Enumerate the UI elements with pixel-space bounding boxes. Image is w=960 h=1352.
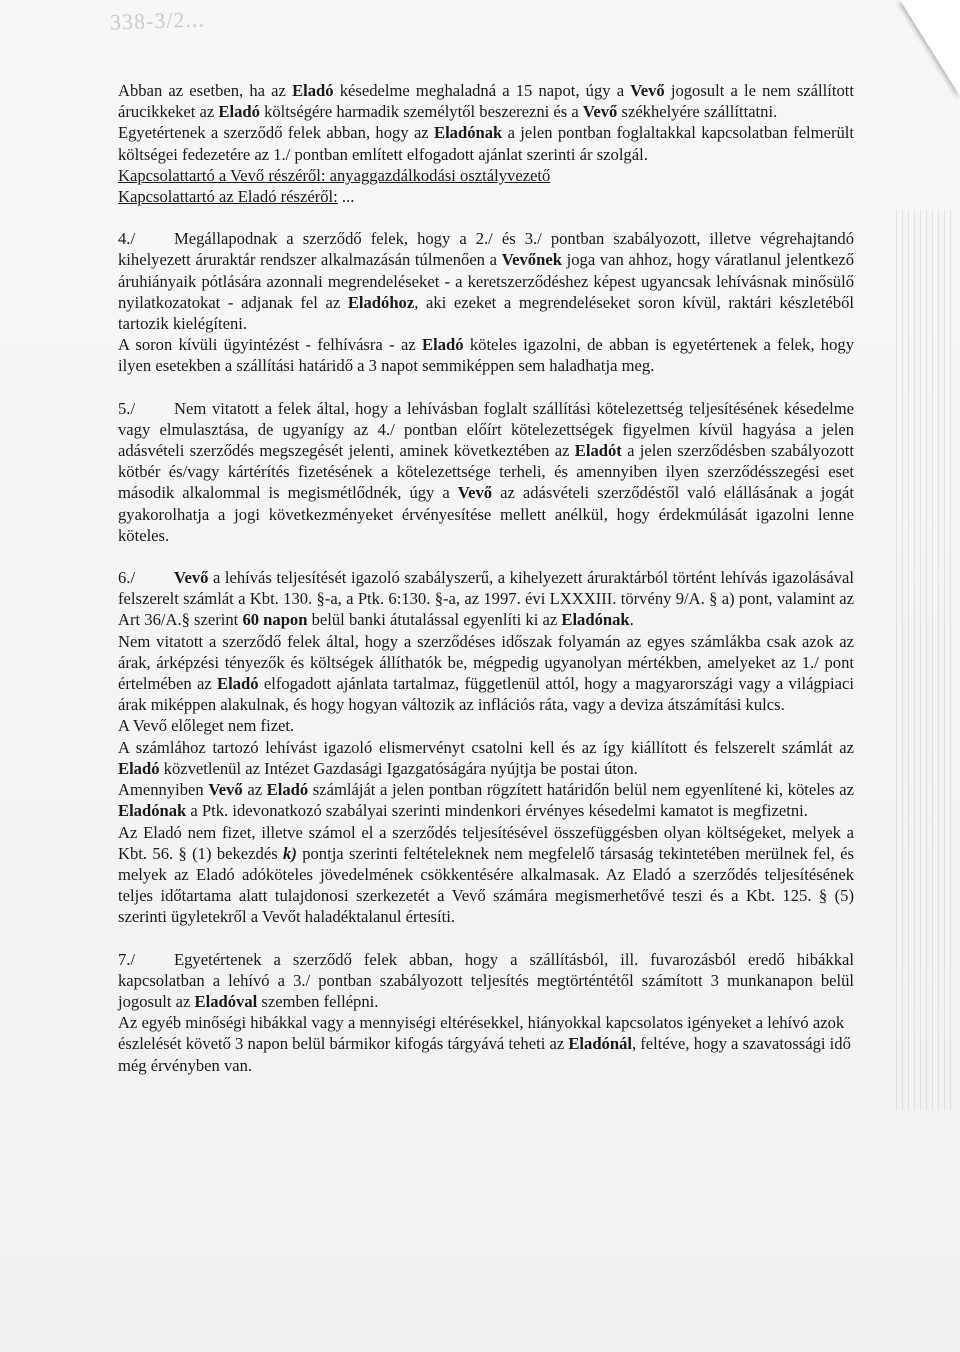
text-run: Amennyiben: [118, 780, 209, 800]
text-run: Kapcsolattartó az Eladó részéről:: [118, 187, 338, 207]
header-scribble: 338-3/2...: [109, 6, 206, 35]
section-number: 5./: [118, 398, 136, 418]
paragraph-gap: [118, 207, 854, 228]
text-run: költségére harmadik személytől beszerezni és a: [259, 102, 583, 122]
text-run: , feltéve, hogy a szavatossági idő még érvényben van.: [118, 1034, 851, 1075]
contract-text: [118, 80, 854, 1076]
emphasis-text: 60 napon: [242, 610, 308, 630]
emphasis-text: Vevőnek: [501, 250, 562, 270]
text-run: jogosult a le nem szállított árucikkeket az: [118, 81, 855, 122]
emphasis-text: Eladónak: [561, 610, 630, 630]
paragraph-gap: [118, 928, 854, 949]
paragraph-p1: [118, 80, 854, 122]
paragraph-p12: [118, 779, 854, 821]
text-run: a jelen pontban foglaltakkal kapcsolatban felmerült költségei fedezetére az 1./ pontban említett elfogadott ajánlat szerinti ár szolgál.: [118, 123, 854, 164]
emphasis-text: Vevő: [630, 81, 665, 100]
section-number: 6./: [118, 568, 136, 588]
paragraph-p13: [118, 822, 854, 928]
text-run: köteles igazolni, de abban is egyetértenek a felek, hogy ilyen esetekben a szállítási határidő a 3 napot semmiképpen sem haladhatja meg.: [118, 335, 854, 376]
paragraph-p4: [118, 186, 854, 207]
section-number: 7./: [118, 949, 136, 969]
emphasis-text: Eladónál: [568, 1034, 632, 1054]
paragraph-gap: [118, 377, 854, 398]
text-run: belül banki átutalással egyenlíti ki az: [307, 610, 562, 630]
emphasis-text: Vevő: [208, 780, 243, 800]
section-number: 4./: [118, 229, 136, 249]
emphasis-text: Eladónak: [434, 123, 503, 143]
emphasis-text: Eladót: [574, 441, 622, 461]
emphasis-text: Eladó: [422, 335, 464, 355]
emphasis-text: k): [283, 843, 297, 863]
text-run: az: [242, 780, 267, 800]
text-run: A számlához tartozó lehívást igazoló elismervényt csatolni kell és az így kiállított és felszerelt számlát az: [118, 737, 854, 757]
paragraph-p11: [118, 737, 854, 779]
paragraph-p10: [118, 715, 854, 736]
text-run: pontja szerinti feltételeknek nem megfelelő társaság tekintetében merülnek fel, és melyek az Eladó adóköteles jövedelmének csökkentésére alkalmasak. Az Eladó a szerződés teljesítésének teljes időtartama alatt tulajdonosi szerkezetét a Vevő számára megismerhetővé teszi és a Kbt. 125. § (5) szerinti ügyletekről a Vevőt haladéktalanul értesíti.: [118, 843, 854, 927]
paragraph-p15: [118, 1012, 854, 1076]
text-run: Abban az esetben, ha az: [118, 81, 293, 100]
text-run: Megállapodnak a szerződő felek, hogy a 2./ és 3./ pontban szabályozott, illetve végrehajtandó kihelyezett áruraktár rendszer alkalmazásán túlmenően a: [118, 229, 854, 270]
paragraph-p2: [118, 122, 854, 164]
paragraph-p3: [118, 165, 854, 186]
text-run: székhelyére szállíttatni.: [617, 102, 778, 122]
text-run: szemben fellépni.: [257, 991, 379, 1011]
folded-corner: [900, 0, 960, 96]
emphasis-text: Eladó: [118, 758, 160, 778]
paragraph-p8: [118, 567, 854, 631]
text-run: Az egyéb minőségi hibákkal vagy a mennyiségi eltérésekkel, hiányokkal kapcsolatos igényeket a lehívó azok észlelését követő 3 napon belül bármikor kifogás tárgyává teheti az: [118, 1013, 845, 1054]
text-run: közvetlenül az Intézet Gazdasági Igazgatóságára nyújtja be postai úton.: [159, 758, 638, 778]
text-run: , aki ezeket a megrendeléseket soron kívül, raktári készletéből tartozik kielégíteni.: [118, 292, 854, 334]
text-run: Nem vitatott a szerződő felek által, hogy a szerződéses időszak folyamán az egyes számlákba csak azok az árak, árképzési tényezők és költségek állíthatók be, mégpedig ugyanolyan mértékben, amelyeket az 1./ pont értelmében az: [118, 631, 854, 694]
text-run: a jelen szerződésben szabályozott kötbér és/vagy kártérítés fizetésének a kötelezettsége terheli, és amennyiben ilyen szerződésszegési eset második alkalommal is megismétlődnék, úgy a: [118, 441, 854, 503]
text-run: késedelme meghaladná a 15 napot, úgy a: [333, 81, 631, 100]
emphasis-text: Eladó: [292, 81, 334, 100]
text-run: Kapcsolattartó a Vevő részéről: anyaggazdálkodási osztályvezető: [118, 165, 551, 185]
text-run: Egyetértenek a szerződő felek abban, hogy a szállításból, ill. fuvarozásból eredő hibákkal kapcsolatban a lehívó a 3./ pontban szabályozott teljesítés megtörténtétől számított 3 munkanapon belül jogosult az: [118, 949, 854, 1011]
paragraph-p5: [118, 228, 854, 334]
bleed-through-text: [896, 210, 956, 1110]
paragraph-p6: [118, 334, 854, 376]
text-run: A Vevő előleget nem fizet.: [118, 716, 295, 736]
emphasis-text: Eladónak: [118, 801, 187, 821]
emphasis-text: Eladóhoz: [347, 292, 415, 312]
text-run: az adásvételi szerződéstől való elállásának a jogát gyakorolhatja a jogi következményeket érvényesítése mellett anélkül, hogy érdekmúlását igazolni lenne köteles.: [118, 483, 854, 545]
paragraph-p7: [118, 398, 854, 546]
text-run: .: [629, 610, 634, 630]
emphasis-text: Vevő: [582, 102, 618, 122]
paragraph-gap: [118, 546, 854, 567]
paragraph-p14: [118, 949, 854, 1013]
text-run: Az Eladó nem fizet, illetve számol el a szerződés teljesítésével összefüggésben olyan költségeket, melyek a Kbt. 56. § (1) bekezdés: [118, 822, 854, 863]
text-run: a lehívás teljesítését igazoló szabályszerű, a kihelyezett áruraktárból történt lehívás igazolásával felszerelt számlát a Kbt. 130. §-a, a Ptk. 6:130. §-a, az 1997. évi LXXXIII. törvény 9/A. § a) pont, valamint az Art 36/A.§ szerint: [118, 568, 854, 630]
emphasis-text: Eladó: [266, 780, 309, 800]
emphasis-text: Eladó: [218, 102, 260, 122]
text-run: elfogadott ajánlata tartalmaz, függetlenül attól, hogy a magyarországi vagy a világpiaci árak miképpen alakulnak, és hogy hogyan változik az inflációs ráta, vagy a deviza átszámítási kulcs.: [118, 674, 854, 715]
emphasis-text: Eladóval: [194, 991, 258, 1011]
emphasis-text: Vevő: [174, 568, 209, 588]
text-run: a Ptk. idevonatkozó szabályai szerinti mindenkori érvényes késedelmi kamatot is megfizetni.: [186, 801, 808, 821]
emphasis-text: Eladó: [217, 674, 259, 694]
emphasis-text: Vevő: [457, 483, 493, 503]
text-run: Nem vitatott a felek által, hogy a lehívásban foglalt szállítási kötelezettség teljesítésének késedelme vagy elmulasztása, de ugyanígy az 4./ pontban előírt kötelezettségek figyelmen kívül hagyása a jelen adásvételi szerződés megszegését jelenti, aminek következtében az: [118, 398, 854, 461]
text-run: A soron kívüli ügyintézést - felhívásra - az: [118, 335, 423, 355]
paragraph-p9: [118, 631, 854, 716]
text-run: számláját a jelen pontban rögzített határidőn belül nem egyenlítené ki, köteles az: [308, 780, 854, 800]
text-run: ...: [337, 187, 355, 207]
text-run: Egyetértenek a szerződő felek abban, hogy az: [118, 123, 434, 143]
text-run: joga van ahhoz, hogy váratlanul jelentkező áruhiányaik pótlására azonnali megrendeléseket - a keretszerződéshez képest ugyancsak lehívásnak minősülő nyilatkozatokat - adjanak fel az: [118, 250, 854, 312]
